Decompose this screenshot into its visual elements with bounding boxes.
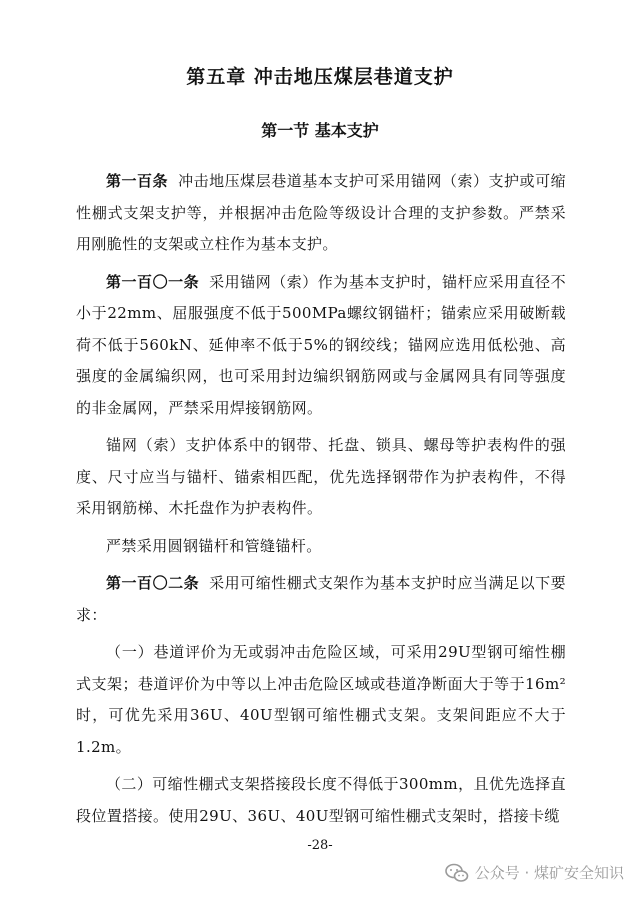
- paragraph-2: [76, 267, 566, 425]
- paragraph-6: [76, 637, 566, 763]
- paragraph-1: [76, 166, 566, 261]
- paragraph-7: [76, 769, 566, 832]
- page-number: -28-: [307, 838, 333, 853]
- article-number: 第一百条: [106, 172, 169, 190]
- paragraph-text: 严禁采用圆钢锚杆和管缝锚杆。: [106, 536, 322, 555]
- article-number: 第一百〇一条: [106, 272, 200, 291]
- section-title: 第一节 基本支护: [261, 121, 379, 140]
- document-body: [76, 166, 566, 838]
- paragraph-5: [76, 568, 566, 631]
- paragraph-text: 冲击地压煤层巷道基本支护可采用锚网（索）支护或可缩性棚式支架支护等，并根据冲击危险等级设计合理的支护参数。严禁采用刚脆性的支架或立柱作为基本支护。: [76, 172, 566, 253]
- chapter-title: 第五章 冲击地压煤层巷道支护: [186, 66, 454, 88]
- paragraph-4: [76, 531, 566, 563]
- paragraph-text: 采用可缩性棚式支架作为基本支护时应当满足以下要求：: [76, 574, 567, 624]
- article-number: 第一百〇二条: [106, 574, 200, 592]
- paragraph-text: 采用锚网（索）作为基本支护时，锚杆应采用直径不小于22mm、屈服强度不低于500MPa螺纹钢锚杆；锚索应采用破断载荷不低于560kN、延伸率不低于5%的钢绞线；锚网应选用低松弛、高强度的金属编织网，也可采用封边编织钢筋网或与金属网具有同等强度的非金属网，严禁采用焊接钢筋网。: [76, 272, 567, 417]
- watermark: [445, 862, 624, 883]
- paragraph-text: （一）巷道评价为无或弱冲击危险区域，可采用29U型钢可缩性棚式支架；巷道评价为中等以上冲击危险区域或巷道净断面大于等于16m²时，可优先采用36U、40U型钢可缩性棚式支架。支架间距应不大于1.2m。: [76, 643, 566, 756]
- paragraph-text: （二）可缩性棚式支架搭接段长度不得低于300mm，且优先选择直段位置搭接。使用29U、36U、40U型钢可缩性棚式支架时，搭接卡缆: [76, 775, 566, 825]
- watermark-text: 公众号 · 煤矿安全知识: [474, 864, 624, 882]
- paragraph-3: [76, 430, 566, 525]
- wechat-icon: [445, 863, 469, 883]
- paragraph-text: 锚网（索）支护体系中的钢带、托盘、锁具、螺母等护表构件的强度、尺寸应当与锚杆、锚索相匹配，优先选择钢带作为护表构件，不得采用钢筋梯、木托盘作为护表构件。: [76, 436, 566, 517]
